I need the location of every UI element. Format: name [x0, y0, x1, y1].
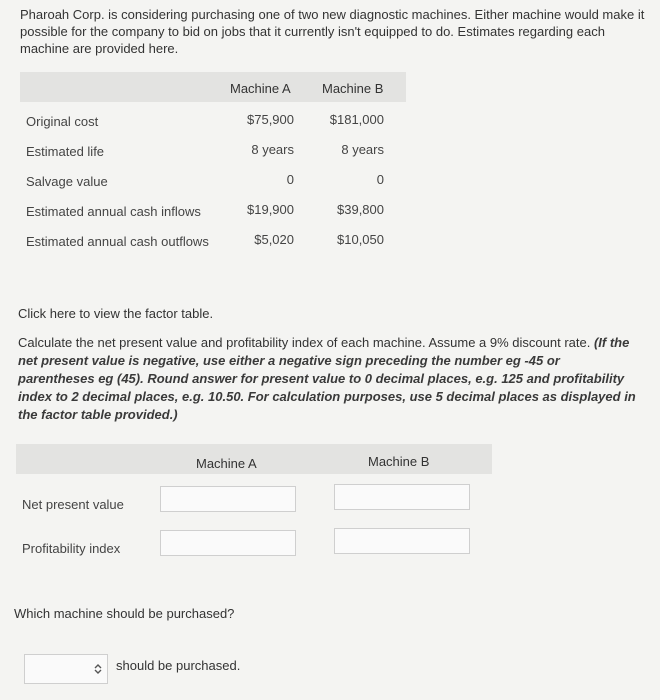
answer-header-machine-b: Machine B	[368, 454, 430, 469]
instructions-bold-text: (If the net present value is negative, use either a negative sign preceding the number eg -45 or parentheses eg (45). Round answer for present value to 0 decimal places, e.g. 125 and profitability index to 2 decimal places, e.g. 10.50. For calculation purposes, use 5 decimal places as displayed in the factor table provided.)	[18, 335, 636, 422]
row-label: Estimated life	[26, 144, 105, 159]
machine-a-value: 8 years	[251, 142, 294, 157]
instructions-paragraph	[18, 334, 640, 424]
estimates-row-original-cost	[20, 102, 406, 132]
row-label: Estimated annual cash outflows	[26, 234, 209, 249]
machine-b-value: $10,050	[337, 232, 384, 247]
row-label: Estimated annual cash inflows	[26, 204, 201, 219]
purchase-question: Which machine should be purchased?	[14, 606, 235, 621]
estimates-header	[20, 72, 406, 102]
header-machine-a: Machine A	[230, 81, 291, 96]
select-arrows-icon	[93, 663, 103, 675]
machine-b-value: $181,000	[329, 112, 384, 127]
pi-machine-b-input[interactable]	[334, 528, 470, 554]
machine-b-value: 8 years	[341, 142, 384, 157]
answer-header-machine-a: Machine A	[196, 456, 257, 471]
npv-machine-a-input[interactable]	[160, 486, 296, 512]
machine-select-dropdown[interactable]	[24, 654, 108, 684]
row-label: Original cost	[26, 114, 99, 129]
intro-paragraph: Pharoah Corp. is considering purchasing one of two new diagnostic machines. Either machine would make it possible for the company to bid on jobs that it currently isn't equipped to do. Estimates regarding each machine are provided here.	[20, 7, 645, 56]
factor-table-link[interactable]: Click here to view the factor table.	[18, 306, 214, 321]
should-be-purchased-text: should be purchased.	[116, 658, 241, 673]
answer-table-header	[16, 444, 492, 474]
estimates-row-salvage-value	[20, 162, 406, 192]
machine-a-value: 0	[286, 172, 294, 187]
instructions-text: Calculate the net present value and profitability index of each machine. Assume a 9% discount rate.	[18, 335, 594, 350]
estimates-row-annual-outflows	[20, 222, 406, 252]
npv-label: Net present value	[22, 497, 124, 512]
npv-machine-b-input[interactable]	[334, 484, 470, 510]
machine-a-value: $75,900	[247, 112, 294, 127]
estimates-table	[20, 72, 406, 252]
machine-a-value: $5,020	[254, 232, 294, 247]
header-machine-b: Machine B	[322, 81, 384, 96]
estimates-row-annual-inflows	[20, 192, 406, 222]
machine-b-value: $39,800	[337, 202, 384, 217]
row-label: Salvage value	[26, 174, 108, 189]
machine-b-value: 0	[376, 172, 384, 187]
machine-a-value: $19,900	[247, 202, 294, 217]
estimates-row-estimated-life	[20, 132, 406, 162]
pi-machine-a-input[interactable]	[160, 530, 296, 556]
profitability-index-label: Profitability index	[22, 541, 121, 556]
